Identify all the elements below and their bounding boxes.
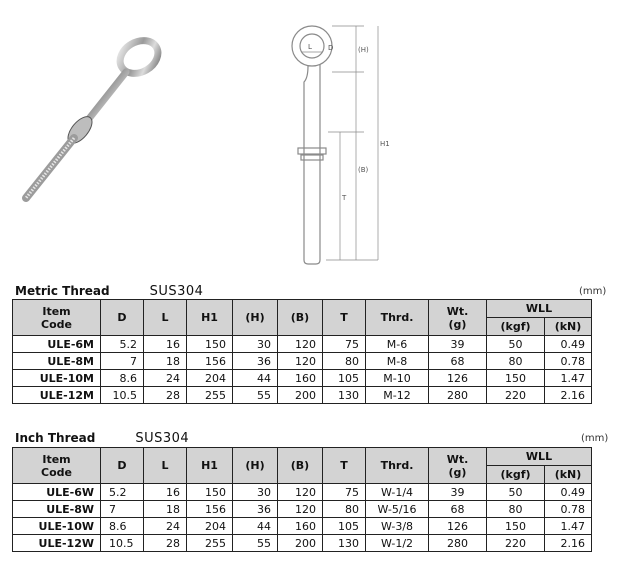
- dimension-drawing: [268, 8, 408, 270]
- metric-section-title: [15, 284, 203, 299]
- header-wll: WLL: [487, 300, 592, 318]
- dim-h-label: (H): [358, 46, 369, 54]
- header-thrd: Thrd.: [366, 448, 429, 484]
- header-t: T: [323, 300, 366, 336]
- eye-bolt-photo: [14, 20, 174, 210]
- table-row: ULE-10W 8.6 24 204 44 160 105 W-3/8 126 150 1.47: [13, 518, 592, 535]
- header-l: L: [144, 448, 187, 484]
- header-wll-kgf: (kgf): [487, 466, 545, 484]
- header-item-code: Item Code: [13, 448, 101, 484]
- metric-unit: (mm): [579, 286, 607, 297]
- dim-h1-label: H1: [380, 140, 390, 148]
- inch-material: SUS304: [135, 431, 190, 446]
- table-row: ULE-10M 8.6 24 204 44 160 105 M-10 126 150 1.47: [13, 370, 592, 387]
- dim-t-label: T: [342, 194, 347, 202]
- header-weight: Wt. (g): [429, 448, 487, 484]
- table-row: ULE-8M 7 18 156 36 120 80 M-8 68 80 0.78: [13, 353, 592, 370]
- header-wll: WLL: [487, 448, 592, 466]
- header-d: D: [101, 448, 144, 484]
- header-h1: H1: [187, 448, 233, 484]
- header-weight: Wt. (g): [429, 300, 487, 336]
- header-b: (B): [278, 448, 323, 484]
- header-item-code: Item Code: [13, 300, 101, 336]
- inch-unit: (mm): [581, 433, 609, 444]
- header-h: (H): [233, 448, 278, 484]
- header-wll-kn: (kN): [545, 466, 592, 484]
- inch-title: Inch Thread: [15, 431, 96, 445]
- header-thrd: Thrd.: [366, 300, 429, 336]
- metric-title: Metric Thread: [15, 284, 110, 298]
- inch-section-title: [15, 431, 189, 446]
- header-wll-kn: (kN): [545, 318, 592, 336]
- dim-l-label: L: [308, 43, 312, 51]
- inch-spec-table: [12, 447, 592, 552]
- dim-d-label: D: [328, 44, 334, 52]
- table-row: ULE-6W 5.2 16 150 30 120 75 W-1/4 39 50 0.49: [13, 484, 592, 501]
- header-h: (H): [233, 300, 278, 336]
- table-row: ULE-12W 10.5 28 255 55 200 130 W-1/2 280 220 2.16: [13, 535, 592, 552]
- dim-b-label: (B): [358, 166, 369, 174]
- header-b: (B): [278, 300, 323, 336]
- table-row: ULE-12M 10.5 28 255 55 200 130 M-12 280 220 2.16: [13, 387, 592, 404]
- header-l: L: [144, 300, 187, 336]
- header-t: T: [323, 448, 366, 484]
- header-wll-kgf: (kgf): [487, 318, 545, 336]
- metric-spec-table: [12, 299, 592, 404]
- table-row: ULE-6M 5.2 16 150 30 120 75 M-6 39 50 0.49: [13, 336, 592, 353]
- metric-material: SUS304: [149, 284, 204, 299]
- header-d: D: [101, 300, 144, 336]
- table-row: ULE-8W 7 18 156 36 120 80 W-5/16 68 80 0.78: [13, 501, 592, 518]
- header-h1: H1: [187, 300, 233, 336]
